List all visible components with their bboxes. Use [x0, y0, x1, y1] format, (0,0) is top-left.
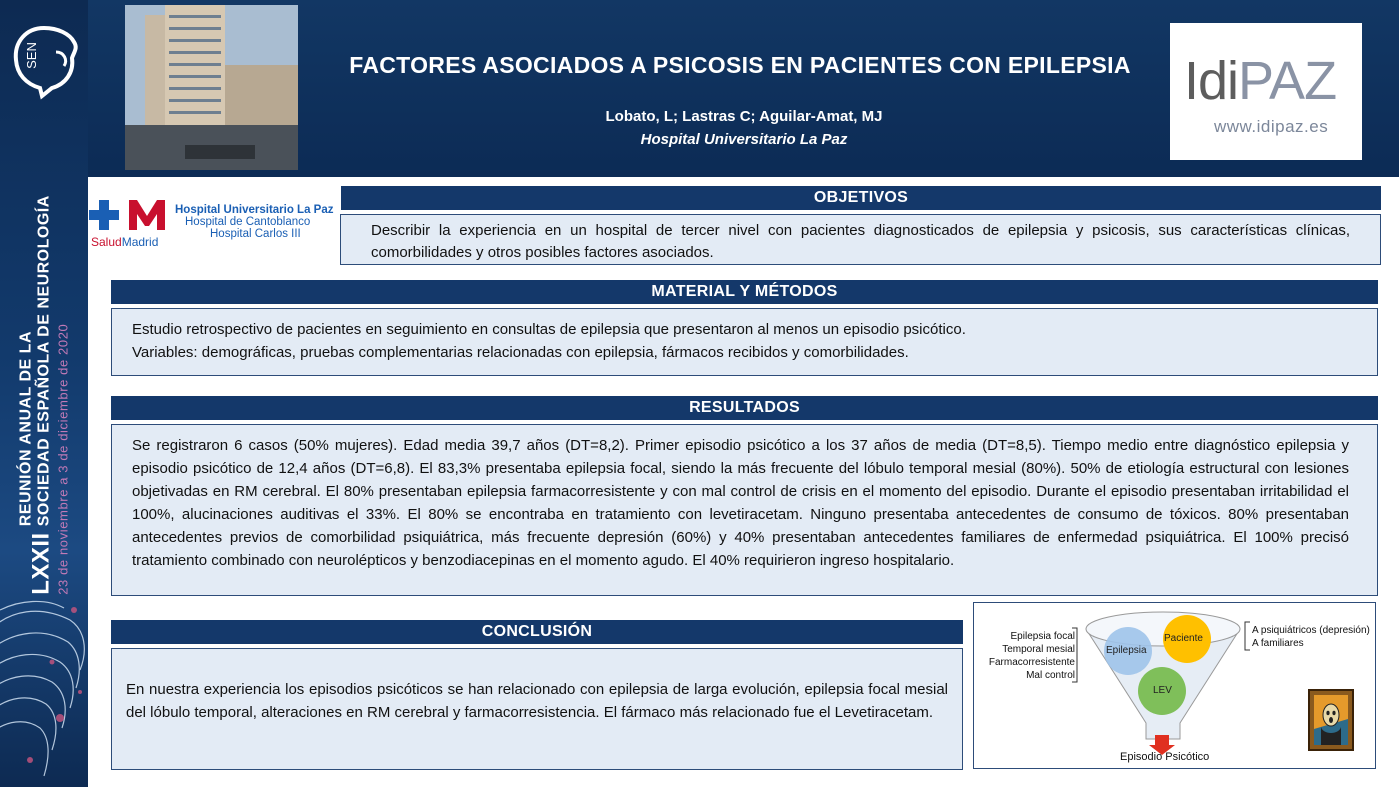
- left-bracket-icon: [1070, 627, 1080, 683]
- hospital-logo-line3: Hospital Carlos III: [210, 228, 301, 240]
- right-label: A psiquiátricos (depresión): [1252, 625, 1370, 636]
- left-label: Temporal mesial: [1002, 644, 1075, 655]
- left-label: Mal control: [1026, 670, 1075, 681]
- conclusion-heading: CONCLUSIÓN: [111, 620, 963, 644]
- metodos-line1: Estudio retrospectivo de pacientes en seguimiento en consultas de epilepsia que presentaron al menos un episodio psicótico.: [132, 321, 966, 338]
- funnel-diagram: [973, 602, 1376, 769]
- sen-logo-text: SEN: [23, 42, 39, 69]
- resultados-box: [111, 424, 1378, 596]
- resultados-heading: RESULTADOS: [111, 396, 1378, 420]
- metodos-line2: Variables: demográficas, pruebas complementarias relacionadas con epilepsia, fármacos recibidos y comorbilidades.: [132, 344, 909, 361]
- objetivos-heading: OBJETIVOS: [341, 186, 1381, 210]
- congress-line2: SOCIEDAD ESPAÑOLA DE NEUROLOGÍA: [35, 195, 53, 527]
- idipaz-logo-word-a: Idi: [1184, 51, 1239, 111]
- congress-dates: 23 de noviembre a 3 de diciembre de 2020: [55, 323, 71, 595]
- idipaz-logo-word-b: PAZ: [1238, 51, 1337, 111]
- conclusion-box: [111, 648, 963, 770]
- hospital-logo: [89, 196, 339, 252]
- idipaz-logo: [1170, 23, 1362, 160]
- diagram-left-labels: [974, 630, 1075, 682]
- poster-authors: Lobato, L; Lastras C; Aguilar-Amat, MJ: [605, 108, 883, 125]
- sen-logo: [8, 22, 80, 100]
- right-bracket-icon: [1242, 621, 1252, 651]
- salud-madrid-cross-icon: [89, 196, 175, 236]
- diagram-right-labels: [1252, 624, 1370, 650]
- madrid-label: Madrid: [121, 235, 159, 249]
- poster-hospital: Hospital Universitario La Paz: [640, 131, 848, 148]
- congress-line1: REUNIÓN ANUAL DE LA: [17, 331, 35, 527]
- idipaz-url: www.idipaz.es: [1214, 117, 1329, 136]
- objetivos-box: [340, 214, 1381, 265]
- scream-painting-icon: [1308, 689, 1354, 751]
- metodos-box: [111, 308, 1378, 376]
- hospital-photo: [125, 5, 298, 170]
- epilepsia-label: Epilepsia: [1106, 645, 1147, 656]
- hospital-logo-line1: Hospital Universitario La Paz: [175, 204, 334, 216]
- paciente-label: Paciente: [1164, 633, 1203, 644]
- lev-label: LEV: [1153, 685, 1172, 696]
- brain-illustration-icon: [0, 590, 88, 787]
- diagram-bottom-label: Episodio Psicótico: [1120, 751, 1210, 763]
- metodos-heading: MATERIAL Y MÉTODOS: [111, 280, 1378, 304]
- objetivos-text: Describir la experiencia en un hospital de tercer nivel con pacientes diagnosticados de epilepsia y psicosis, sus características clínicas, comorbilidades y otros posibles factores asociados.: [371, 222, 1350, 261]
- left-label: Farmacorresistente: [988, 657, 1075, 668]
- right-label: A familiares: [1252, 638, 1304, 649]
- conclusion-text: En nuestra experiencia los episodios psicóticos se han relacionado con epilepsia de larga evolución, epilepsia focal mesial del lóbulo temporal, alteraciones en RM cerebral y farmacorresistencia. El fármaco más relacionado fue el Levetiracetam.: [126, 681, 948, 721]
- left-label: Epilepsia focal: [1010, 631, 1075, 642]
- salud-label: Salud: [91, 235, 122, 249]
- hospital-logo-line2: Hospital de Cantoblanco: [185, 216, 311, 228]
- congress-edition: LXXII: [27, 532, 55, 595]
- resultados-text: Se registraron 6 casos (50% mujeres). Edad media 39,7 años (DT=8,2). Primer episodio psicótico a los 37 años de media (DT=8,5). Tiempo medio entre diagnóstico epilepsia y episodio psicótico de 12,4 años (DT=6,8). El 83,3% presentaba epilepsia focal, siendo la más frecuente del lóbulo temporal mesial (80%). 50% de etiología estructural con lesiones objetivadas en RM cerebral. El 80% presentaban epilepsia farmacorresistente y con mal control de crisis en el momento del episodio. Durante el episodio presentaban irritabilidad el 100%, alucinaciones auditivas el 33%. El 80% se encontraba en tratamiento con levetiracetam. Ninguno presentaba antecedentes de consumo de tóxicos. 80% presentaban antecedentes previos de comorbilidad psiquiátrica, más frecuente depresión (60%) y 40% presentaban antecedentes familiares de enfermedad psiquiátrica. El 100% precisó tratamiento combinado con neurolépticos y benzodiacepinas en el momento agudo. El 40% requirieron ingreso hospitalario.: [132, 437, 1349, 569]
- sidebar: [0, 0, 88, 787]
- poster-title: FACTORES ASOCIADOS A PSICOSIS EN PACIENTES CON EPILEPSIA: [349, 52, 1131, 78]
